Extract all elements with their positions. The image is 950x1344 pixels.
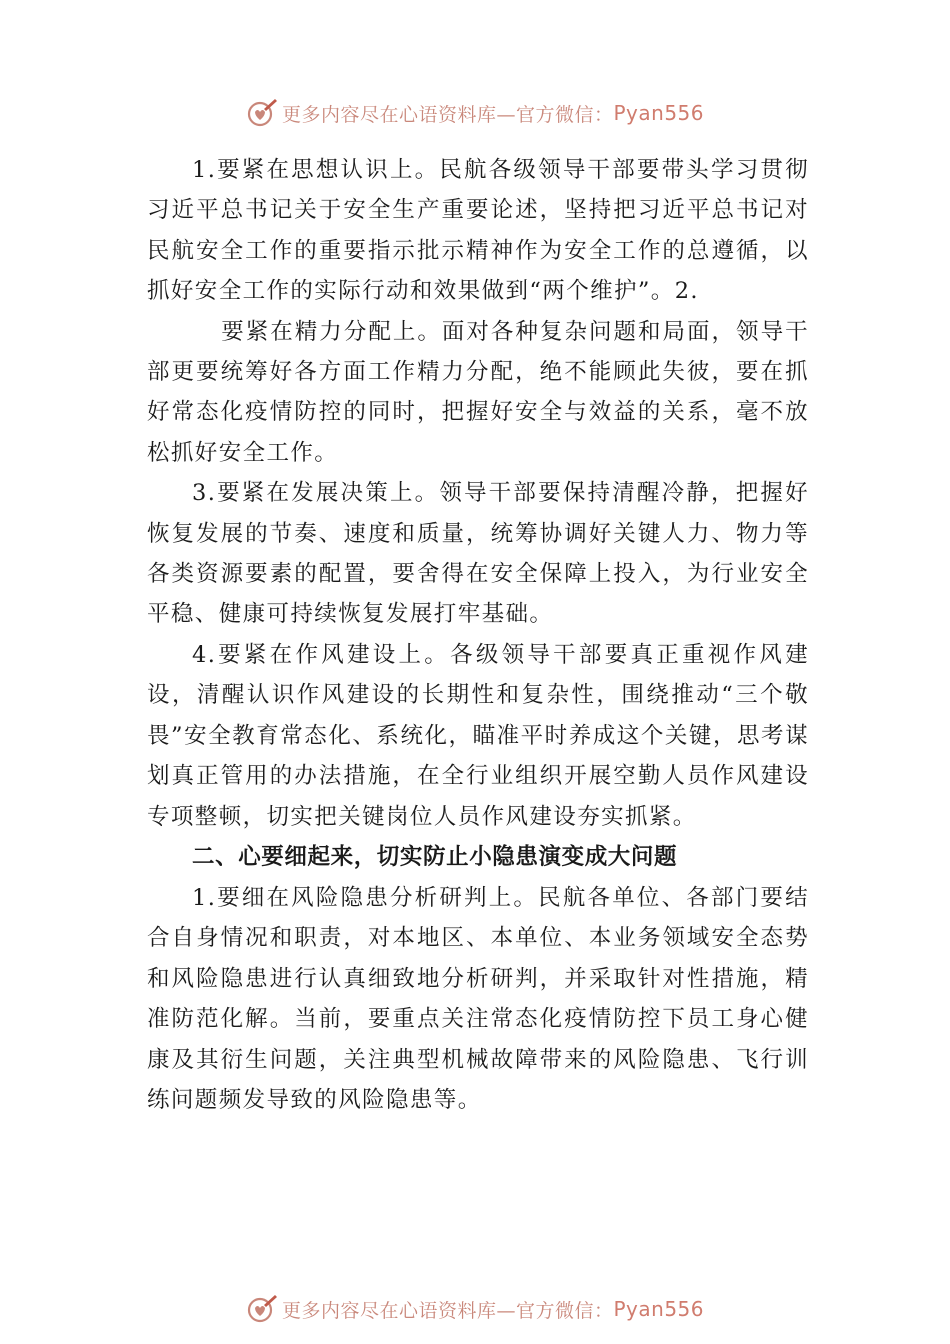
paragraph-4: 4.要紧在作风建设上。各级领导干部要真正重视作风建设，清醒认识作风建设的长期性和复杂性，围绕推动“三个敬畏”安全教育常态化、系统化，瞄准平时养成这个关键，思考谋划真正管用的办法措施，在全行业组织开展空勤人员作风建设专项整顿，切实把关键岗位人员作风建设夯实抓紧。	[147, 641, 809, 830]
watermark-text: 更多内容尽在心语资料库—官方微信：	[281, 103, 614, 126]
heart-pen-logo-icon	[246, 97, 278, 129]
heart-pen-logo-icon	[246, 1293, 278, 1325]
paragraph-5: 1.要细在风险隐患分析研判上。民航各单位、各部门要结合自身情况和职责，对本地区、本单位、本业务领域安全态势和风险隐患进行认真细致地分析研判，并采取针对性措施，精准防范化解。当前，要重点关注常态化疫情防控下员工身心健康及其衍生问题，关注典型机械故障带来的风险隐患、飞行训练问题频发导致的风险隐患等。	[147, 884, 809, 1113]
paragraph-2: 要紧在精力分配上。面对各种复杂问题和局面，领导干部更要统筹好各方面工作精力分配，绝不能顾此失彼，要在抓好常态化疫情防控的同时，把握好安全与效益的关系，毫不放松抓好安全工作。	[147, 318, 809, 466]
document-body	[147, 150, 809, 1120]
header-watermark	[0, 95, 950, 131]
watermark-id: Pyan556	[613, 1297, 705, 1321]
paragraph-1: 1.要紧在思想认识上。民航各级领导干部要带头学习贯彻习近平总书记关于安全生产重要论述，坚持把习近平总书记对民航安全工作的重要指示批示精神作为安全工作的总遵循，以抓好安全工作的实际行动和效果做到“两个维护”。2.	[147, 157, 809, 305]
paragraph-3: 3.要紧在发展决策上。领导干部要保持清醒冷静，把握好恢复发展的节奏、速度和质量，统筹协调好关键人力、物力等各类资源要素的配置，要舍得在安全保障上投入，为行业安全平稳、健康可持续恢复发展打牢基础。	[147, 480, 809, 628]
watermark-text: 更多内容尽在心语资料库—官方微信：	[281, 1299, 614, 1322]
footer-watermark	[0, 1291, 950, 1327]
section-heading: 二、心要细起来，切实防止小隐患演变成大问题	[192, 843, 678, 870]
watermark-id: Pyan556	[613, 101, 705, 125]
